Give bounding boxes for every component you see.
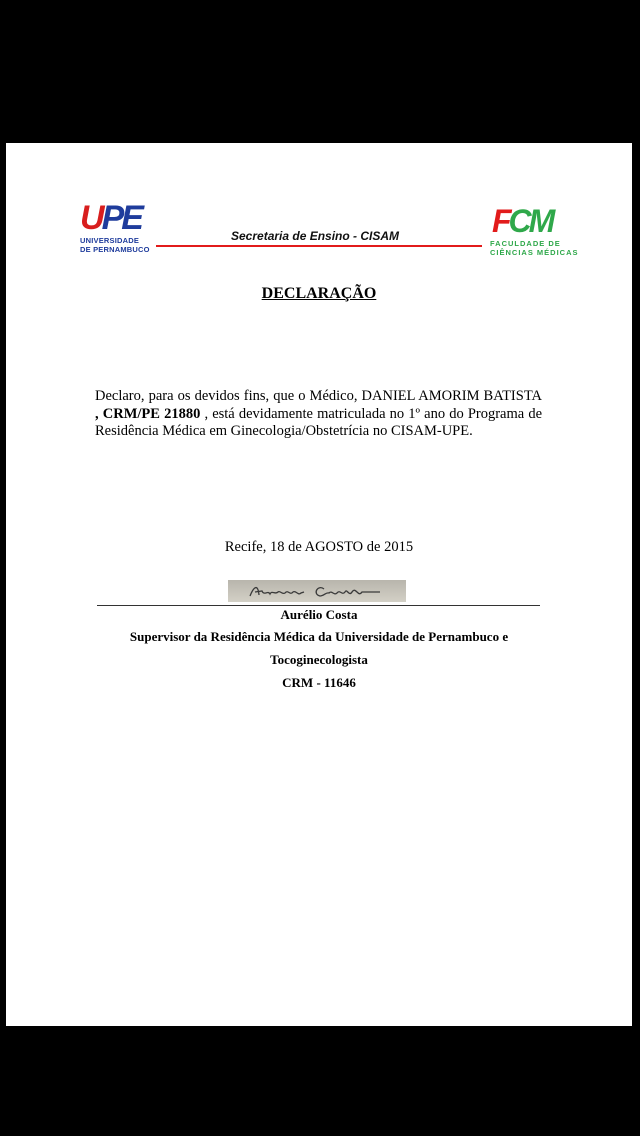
body-text-crm: , CRM/PE 21880 [95, 405, 205, 422]
fcm-logo-mark: FCM [492, 203, 553, 239]
fcm-logo [490, 205, 582, 259]
header-title: Secretaria de Ensino - CISAM [231, 229, 400, 243]
upe-logo [80, 201, 154, 253]
upe-logo-text-line1: UNIVERSIDADE [80, 236, 140, 245]
header-rule [156, 245, 482, 247]
signer-role-line1: Supervisor da Residência Médica da Universidade de Pernambuco e [129, 629, 509, 644]
signer-crm: CRM - 11646 [282, 675, 356, 690]
signer-name: Aurélio Costa [280, 607, 358, 622]
fcm-logo-text-line2: CIÊNCIAS MÉDICAS [490, 248, 579, 257]
fcm-logo-text-line1: FACULDADE DE [490, 239, 561, 248]
document-title: DECLARAÇÃO [261, 285, 377, 302]
body-text-part1: Declaro, para os devidos fins, que o Médico, DANIEL AMORIM BATISTA [95, 388, 542, 404]
body-text-part2: , está devidamente matriculada no 1º ano do Programa de Residência Médica em Ginecologia/Obstetrícia no CISAM-UPE. [95, 405, 543, 439]
declaration-body [95, 388, 542, 441]
signature-image [228, 580, 406, 602]
upe-logo-text-line2: DE PERNAMBUCO [80, 245, 150, 254]
upe-logo-mark: UPE [80, 199, 141, 237]
document-page [6, 143, 632, 1026]
signer-role-line2: Tocoginecologista [270, 652, 368, 667]
signature-line [97, 605, 540, 606]
place-date: Recife, 18 de AGOSTO de 2015 [224, 539, 414, 555]
